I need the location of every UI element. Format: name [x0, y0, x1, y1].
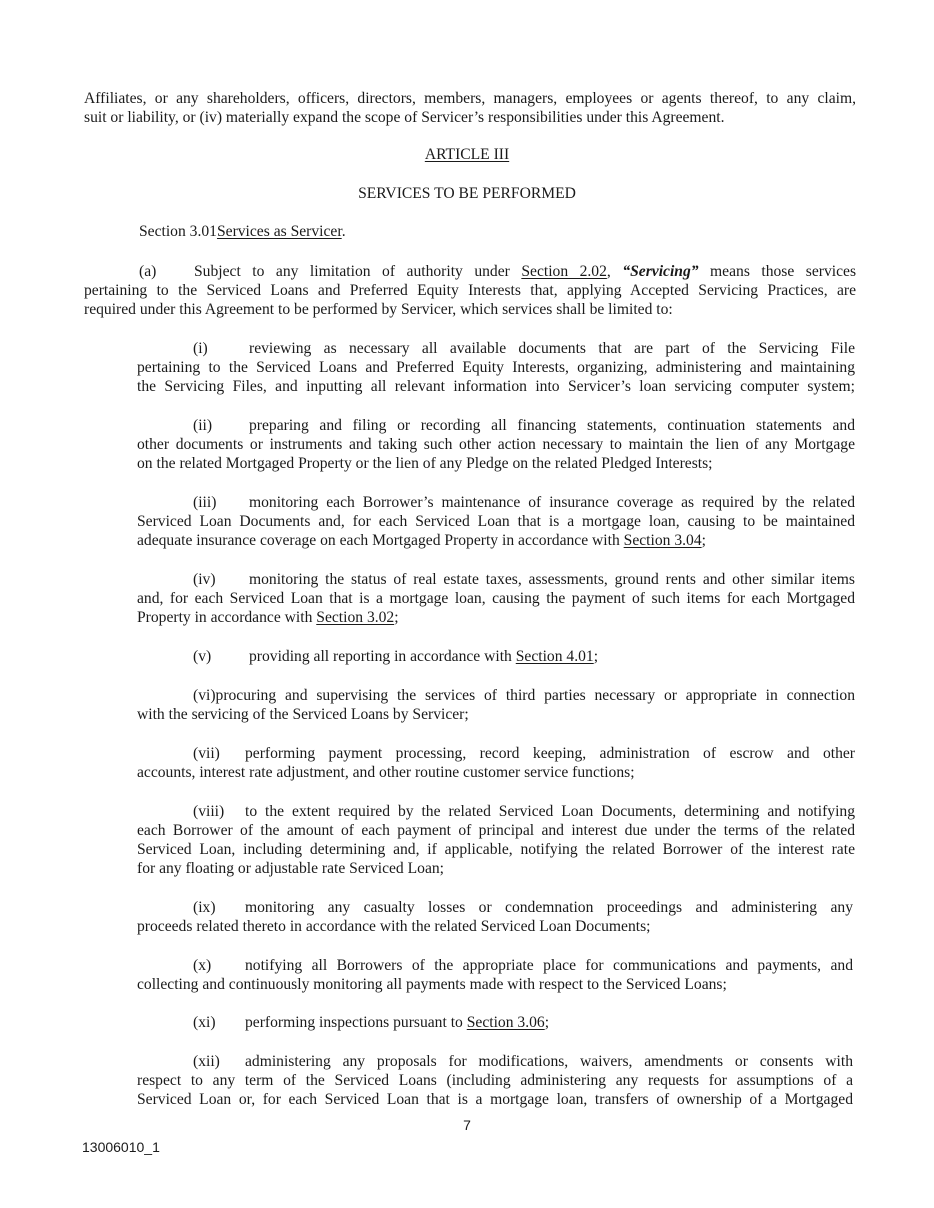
item-i-marker: (i) — [193, 340, 208, 357]
intro-line-2: suit or liability, or (iv) materially expand the scope of Servicer’s responsibilities under this Agreement. — [84, 109, 725, 126]
item-iv-text: Property in accordance with — [137, 609, 317, 626]
item-iv-line-2: and, for each Serviced Loan that is a mortgage loan, causing the payment of such items for each Mortgaged — [137, 590, 855, 607]
defined-term-servicing: “Servicing” — [622, 263, 699, 280]
item-xii-line-2: respect to any term of the Serviced Loans (including administering any requests for assumptions of a — [137, 1072, 853, 1089]
para-a-line-2: pertaining to the Serviced Loans and Preferred Equity Interests that, applying Accepted Servicing Practices, are — [84, 282, 856, 299]
item-iii-text: adequate insurance coverage on each Mortgaged Property in accordance with — [137, 532, 624, 549]
para-a-text-2: means those services — [698, 263, 857, 280]
item-ii-marker: (ii) — [193, 417, 213, 434]
item-ix-line-2: proceeds related thereto in accordance with the related Serviced Loan Documents; — [137, 918, 651, 935]
section-heading — [139, 222, 346, 241]
item-iv-line-1: monitoring the status of real estate taxes, assessments, ground rents and other similar items — [249, 571, 855, 588]
item-i-line-2: pertaining to the Serviced Loans and Preferred Equity Interests, organizing, administering and maintaining — [137, 359, 855, 376]
section-title: Services as Servicer — [216, 223, 342, 240]
item-viii-line-3: Serviced Loan, including determining and, if applicable, notifying the related Borrower of the interest rate — [137, 841, 855, 858]
item-viii-line-1: to the extent required by the related Serviced Loan Documents, determining and notifying — [245, 803, 855, 820]
item-xii-marker: (xii) — [193, 1053, 220, 1070]
item-xi-marker: (xi) — [193, 1014, 216, 1031]
item-iii-marker: (iii) — [193, 494, 217, 511]
item-vi-marker: (vi) — [193, 687, 216, 704]
item-x-line-1: notifying all Borrowers of the appropriate place for communications and payments, and — [245, 957, 853, 974]
item-x-marker: (x) — [193, 957, 212, 974]
cross-ref-section-3-02[interactable]: Section 3.02 — [316, 609, 395, 626]
item-xi-semicolon: ; — [544, 1014, 550, 1031]
item-viii-line-2: each Borrower of the amount of each payment of principal and interest due under the terms of the related — [137, 822, 855, 839]
item-ii-line-1: preparing and filing or recording all financing statements, continuation statements and — [249, 417, 855, 434]
cross-ref-section-3-06[interactable]: Section 3.06 — [466, 1014, 545, 1031]
article-heading — [0, 145, 934, 164]
cross-ref-section-3-04[interactable]: Section 3.04 — [623, 532, 702, 549]
article-title: SERVICES TO BE PERFORMED — [358, 185, 576, 202]
document-id: 13006010_1 — [82, 1139, 160, 1155]
item-vii-marker: (vii) — [193, 745, 220, 762]
item-vii-line-2: accounts, interest rate adjustment, and other routine customer service functions; — [137, 764, 635, 781]
item-x-line-2: collecting and continuously monitoring all payments made with respect to the Serviced Loans; — [137, 976, 727, 993]
intro-line-1: Affiliates, or any shareholders, officers, directors, members, managers, employees or agents thereof, to any claim, — [84, 90, 856, 107]
item-iii-semicolon: ; — [701, 532, 706, 549]
item-xii-line-3: Serviced Loan or, for each Serviced Loan that is a mortgage loan, transfers of ownership of a Mortgaged — [137, 1091, 853, 1108]
item-vi-line-2: with the servicing of the Serviced Loans by Servicer; — [137, 706, 469, 723]
item-i-line-3: the Servicing Files, and inputting all relevant information into Servicer’s loan servicing computer system; — [137, 378, 855, 395]
para-a-comma: , — [606, 263, 623, 280]
page-number: 7 — [463, 1117, 471, 1133]
item-iv-semicolon: ; — [394, 609, 399, 626]
item-iii-line-2: Serviced Loan Documents and, for each Serviced Loan that is a mortgage loan, causing to be maintained — [137, 513, 855, 530]
item-v-text: providing all reporting in accordance with — [249, 648, 516, 665]
para-a-line-3: required under this Agreement to be performed by Servicer, which services shall be limited to: — [84, 301, 673, 318]
item-xii-line-1: administering any proposals for modifications, waivers, amendments or consents with — [245, 1053, 853, 1070]
item-viii-marker: (viii) — [193, 803, 225, 820]
item-v-semicolon: ; — [593, 648, 599, 665]
item-vi-line-1 — [193, 686, 855, 705]
para-a-text: Subject to any limitation of authority under — [194, 263, 522, 280]
item-xi-text: performing inspections pursuant to — [245, 1014, 467, 1031]
item-iv-line-3 — [137, 608, 399, 627]
article-number: ARTICLE III — [424, 146, 510, 163]
item-vi-text: procuring and supervising the services of third parties necessary or appropriate in connection — [215, 687, 855, 704]
item-ix-marker: (ix) — [193, 899, 216, 916]
cross-ref-section-4-01[interactable]: Section 4.01 — [515, 648, 594, 665]
cross-ref-section-2-02[interactable]: Section 2.02 — [521, 263, 607, 280]
item-v-marker: (v) — [193, 648, 212, 665]
section-period: . — [341, 223, 346, 240]
item-i-line-1: reviewing as necessary all available documents that are part of the Servicing File — [249, 340, 855, 357]
item-ii-line-2: other documents or instruments and taking such other action necessary to maintain the lien of any Mortgage — [137, 436, 855, 453]
item-iii-line-3 — [137, 531, 706, 550]
section-number: Section 3.01 — [139, 223, 217, 240]
item-viii-line-4: for any floating or adjustable rate Serviced Loan; — [137, 860, 444, 877]
item-iii-line-1: monitoring each Borrower’s maintenance of insurance coverage as required by the related — [249, 494, 855, 511]
item-vii-line-1: performing payment processing, record keeping, administration of escrow and other — [245, 745, 855, 762]
item-iv-marker: (iv) — [193, 571, 216, 588]
para-a-line-1 — [194, 262, 856, 281]
para-a-marker: (a) — [139, 263, 157, 280]
item-xi-line-1 — [245, 1013, 549, 1032]
item-ix-line-1: monitoring any casualty losses or condemnation proceedings and administering any — [245, 899, 853, 916]
item-ii-line-3: on the related Mortgaged Property or the lien of any Pledge on the related Pledged Interests; — [137, 455, 713, 472]
item-v-line-1 — [249, 647, 598, 666]
